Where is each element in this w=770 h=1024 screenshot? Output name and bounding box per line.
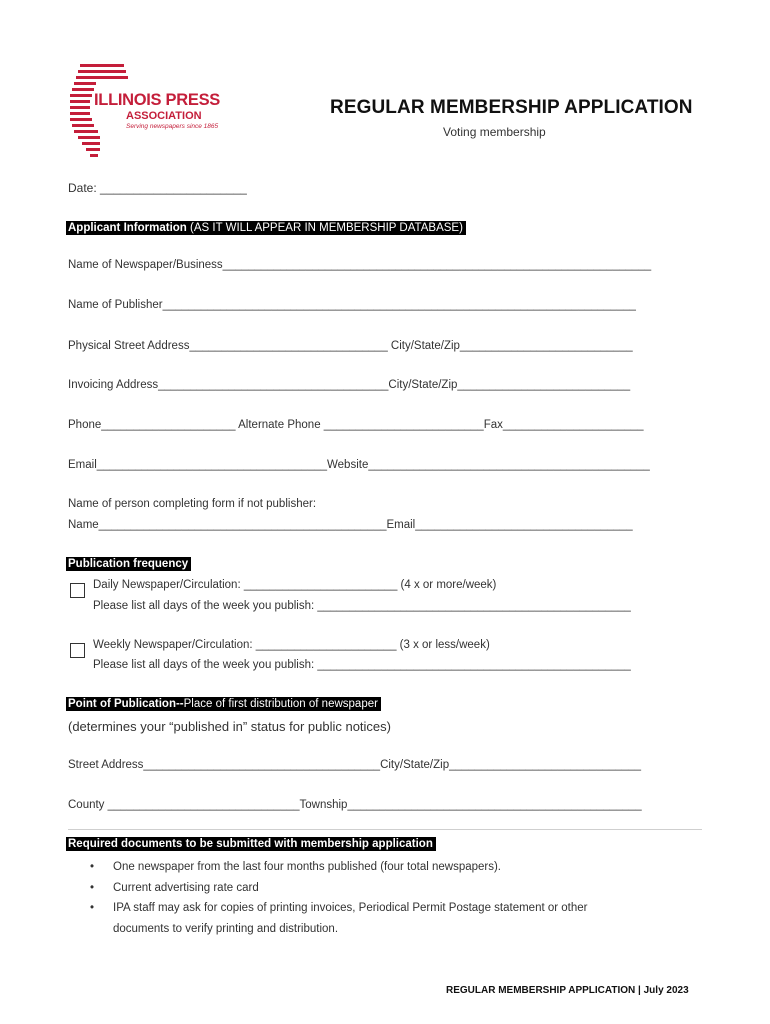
page-title: REGULAR MEMBERSHIP APPLICATION <box>330 97 693 118</box>
invoicing-address-field[interactable]: Invoicing Address____________________________________City/State/Zip___________________________ <box>68 379 631 391</box>
weekly-circulation-field[interactable]: Weekly Newspaper/Circulation: ______________________ (3 x or less/week) <box>93 639 490 651</box>
phone-field[interactable]: Phone_____________________ Alternate Phone _________________________Fax______________________ <box>68 419 644 431</box>
publisher-name-field[interactable]: Name of Publisher__________________________________________________________________________ <box>68 299 636 311</box>
frequency-heading: Publication frequency <box>68 558 189 570</box>
weekly-checkbox[interactable] <box>70 643 85 658</box>
applicant-section-heading <box>66 221 466 235</box>
street-address-field[interactable]: Street Address_____________________________________City/State/Zip______________________________ <box>68 759 641 771</box>
documents-section-heading <box>66 837 436 851</box>
daily-days-field[interactable]: Please list all days of the week you publish: _________________________________________________ <box>93 600 631 612</box>
list-item: • Current advertising rate card <box>68 878 708 899</box>
applicant-heading-rest: (AS IT WILL APPEAR IN MEMBERSHIP DATABASE) <box>186 222 463 234</box>
list-item: • One newspaper from the last four months published (four total newspapers). <box>68 857 708 878</box>
point-section-heading <box>66 697 381 711</box>
logo-tagline: Serving newspapers since 1865 <box>126 123 219 130</box>
documents-list <box>68 857 708 939</box>
physical-address-field[interactable]: Physical Street Address_______________________________ City/State/Zip___________________________ <box>68 340 633 352</box>
list-item: • IPA staff may ask for copies of printing invoices, Periodical Permit Postage statement or other <box>68 898 708 919</box>
section-divider <box>68 829 702 830</box>
applicant-heading-bold: Applicant Information <box>68 222 187 234</box>
published-in-note: (determines your “published in” status for public notices) <box>68 719 391 734</box>
daily-checkbox[interactable] <box>70 583 85 598</box>
list-item-continuation: documents to verify printing and distribution. <box>113 922 339 935</box>
person-completing-label: Name of person completing form if not publisher: <box>68 498 317 510</box>
logo-line2: ASSOCIATION <box>126 110 202 122</box>
daily-circulation-field[interactable]: Daily Newspaper/Circulation: ________________________ (4 x or more/week) <box>93 579 497 591</box>
email-website-field[interactable]: Email____________________________________Website____________________________________________ <box>68 459 650 471</box>
page-footer: REGULAR MEMBERSHIP APPLICATION | July 2023 <box>446 985 689 996</box>
logo-line1: ILLINOIS PRESS <box>94 91 220 109</box>
frequency-section-heading <box>66 557 191 571</box>
person-completing-field[interactable]: Name_____________________________________________Email__________________________________ <box>68 519 633 531</box>
weekly-days-field[interactable]: Please list all days of the week you publish: _________________________________________________ <box>93 659 631 671</box>
documents-heading: Required documents to be submitted with membership application <box>68 838 433 850</box>
date-field[interactable]: Date: ______________________ <box>68 181 247 195</box>
ipa-logo <box>66 62 226 160</box>
point-heading-bold: Point of Publication-- <box>68 698 184 710</box>
newspaper-name-field[interactable]: Name of Newspaper/Business___________________________________________________________________ <box>68 259 652 271</box>
point-heading-rest: Place of first distribution of newspaper <box>183 698 378 710</box>
county-township-field[interactable]: County ______________________________Township______________________________________________ <box>68 799 642 811</box>
page-subtitle: Voting membership <box>443 125 546 139</box>
